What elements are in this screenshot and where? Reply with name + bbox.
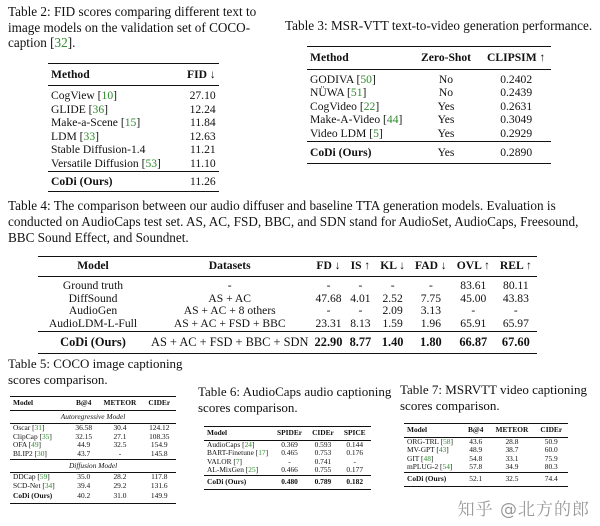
table7-caption: Table 7: MSRVTT video captioning scores comparison. <box>400 382 588 413</box>
table4-ours-fd: 22.90 <box>314 334 343 349</box>
table4-header-is: IS ↑ <box>350 259 371 272</box>
table7-ours-value: 52.1 <box>469 473 483 483</box>
table2-row-citation-close: ] <box>157 157 161 171</box>
table7-ours-name: CoDi (Ours) <box>407 473 447 483</box>
table6-ours-name: CoDi (Ours) <box>207 476 247 486</box>
table2-row <box>48 143 219 157</box>
table6-row-value: 0.741 <box>314 456 332 466</box>
table5-row-value: 43.7 <box>77 448 91 458</box>
table7-row-name-text: GIT [ <box>407 453 424 463</box>
table3-row-citation-link[interactable]: 5 <box>373 126 379 140</box>
table5-ours-value: 149.9 <box>150 491 168 501</box>
table5-row-value: 117.8 <box>151 472 168 482</box>
table2-row-citation-link[interactable]: 33 <box>83 129 96 143</box>
table2-header-method: Method <box>51 67 90 81</box>
table4-cell-datasets: AS + AC <box>208 291 252 305</box>
table3 <box>307 46 551 164</box>
table6-header-model: Model <box>207 428 228 437</box>
table2-ours-val: 11.26 <box>190 174 216 188</box>
table2-row-name-text: LDM [ <box>51 129 84 143</box>
table4-header-model: Model <box>77 259 109 272</box>
table2-row <box>48 86 219 103</box>
table2-row-name-text: Versatile Diffusion [ <box>51 157 146 171</box>
table3-row <box>307 69 551 86</box>
table5-ours-value: 31.0 <box>113 491 127 501</box>
table7-row-name-text: mPLUG-2 [ <box>407 462 443 472</box>
table5-row-value: 154.9 <box>150 440 168 450</box>
table7-row-value: 28.8 <box>505 436 519 446</box>
table5-row-value: 35.0 <box>77 472 91 482</box>
table5-row <box>10 450 176 459</box>
table2-row-fid: 11.84 <box>190 116 216 130</box>
table4-cell-fd: 47.68 <box>315 291 342 305</box>
table4-header-rel: REL ↑ <box>499 259 532 272</box>
table5-section-autoregressive: Autoregressive Model <box>60 411 126 421</box>
table2-row <box>48 130 219 144</box>
table7-row-citation-link[interactable]: 54 <box>442 462 450 472</box>
table6-row-value: - <box>288 456 291 466</box>
table7-row-value: 50.9 <box>544 436 558 446</box>
table2-caption: Table 2: FID scores comparing different text to image models on the validation set of COCO-caption [32]. <box>8 4 257 50</box>
table4-cell-fad: 7.75 <box>420 291 442 305</box>
table4-cell-fad: 1.96 <box>420 317 442 331</box>
table4-cell-kl: 2.52 <box>382 291 403 305</box>
table6-ours-value: 0.480 <box>281 476 298 486</box>
table6-row-citation-close: ] <box>255 465 259 475</box>
table2-row-citation-close: ] <box>113 89 117 103</box>
table6-row-value: 0.369 <box>281 439 298 449</box>
table3-row-citation-link[interactable]: 50 <box>360 72 372 86</box>
table7-block <box>400 382 596 487</box>
table3-row-name-text: GODIVA [ <box>310 72 361 86</box>
table3-row-clipsim: 0.2631 <box>500 99 533 113</box>
table4-header-ovl: OVL ↑ <box>456 259 490 272</box>
table7-row-citation-link[interactable]: 43 <box>438 445 447 455</box>
table3-row <box>307 113 551 127</box>
table3-row-name <box>307 113 411 127</box>
table2-row-citation-link[interactable]: 53 <box>145 157 158 171</box>
table7-row-name-text: MV-GPT [ <box>407 445 439 455</box>
table4-cell-fad: 3.13 <box>420 304 442 318</box>
table5-row-name-text: SCD-Net [ <box>13 480 45 490</box>
table4-cell-kl: 2.09 <box>382 304 403 318</box>
table5-row-name-text: ClipCap [ <box>13 431 42 441</box>
table3-row-clipsim: 0.3049 <box>500 113 533 127</box>
table6-row-citation-link[interactable]: 7 <box>235 456 240 466</box>
table7-header-model: Model <box>407 425 428 434</box>
table4-cell-fd: - <box>326 304 331 318</box>
table2-row <box>48 116 219 130</box>
table6-row-name <box>204 466 272 475</box>
table3-row-zeroshot: No <box>438 72 454 86</box>
table2-row-name-text: Stable Diffusion-1.4 <box>51 143 146 157</box>
table3-row-name <box>307 86 411 100</box>
table4-cell-is: 4.01 <box>350 291 371 305</box>
table6-row-name-text: AudioCaps [ <box>207 439 245 449</box>
table4-cell-kl: 1.59 <box>382 317 403 331</box>
table4-cell-fad: - <box>428 278 433 292</box>
table3-row-citation-close: ] <box>378 126 383 140</box>
table6-row-citation-close: ] <box>239 456 242 466</box>
table6-row-value: 0.466 <box>281 465 298 475</box>
table5-header-b4: B@4 <box>76 398 92 407</box>
table6-row-citation-link[interactable]: 25 <box>248 465 256 475</box>
table2-row-citation-link[interactable]: 10 <box>101 89 114 103</box>
table3-row <box>307 86 551 100</box>
table6-caption: Table 6: AudioCaps audio captioning scores comparison. <box>198 384 392 415</box>
table2-row-name <box>48 143 184 157</box>
table4-cell-fd: 23.31 <box>315 317 342 331</box>
table7-row-citation-close: ] <box>450 436 453 446</box>
table7-row-value: 60.0 <box>544 445 558 455</box>
table6-row-citation-close: ] <box>265 448 269 458</box>
table4-cell-rel: 43.83 <box>502 291 529 305</box>
table4-block <box>8 198 596 354</box>
table5-row-citation-link[interactable]: 59 <box>39 472 48 482</box>
table6-row-value: 0.465 <box>281 448 298 458</box>
table7-row-value: 54.8 <box>469 453 483 463</box>
table6-row-value: 0.753 <box>314 448 332 458</box>
table5-ours-name: CoDi (Ours) <box>13 491 53 501</box>
table7-row-citation-close: ] <box>430 453 434 463</box>
table6-row-value: 0.144 <box>346 439 364 449</box>
table4-cell-rel: - <box>513 304 518 318</box>
table4-cell-rel: 80.11 <box>503 278 529 292</box>
table5-row-citation-close: ] <box>44 448 47 458</box>
table5-row-value: 39.4 <box>77 480 91 490</box>
table4-cell-ovl: 83.61 <box>460 278 487 292</box>
table3-ours-name: CoDi (Ours) <box>310 145 372 159</box>
table3-row-clipsim: 0.2402 <box>500 72 533 86</box>
table7-row-value: 80.3 <box>544 462 558 472</box>
table6-row <box>204 466 371 475</box>
table5-row-value: 27.1 <box>113 431 127 441</box>
table2-row-name-text: CogView [ <box>51 89 102 103</box>
table4-cell-datasets: AS + AC + FSD + BBC <box>173 317 286 331</box>
table3-row-citation-close: ] <box>371 72 376 86</box>
table6-row-citation-link[interactable]: 17 <box>258 448 266 458</box>
table3-row-name-text: Video LDM [ <box>310 126 374 140</box>
table3-row-name <box>307 69 411 86</box>
table4-cell-is: - <box>358 278 363 292</box>
table7-ours-value: 74.4 <box>544 473 558 483</box>
watermark: 知乎 @北方的郎 <box>457 500 590 520</box>
table5-row-name-text: OFA [ <box>13 440 32 450</box>
table5-row-citation-link[interactable]: 49 <box>31 440 39 450</box>
table4-cell-kl: - <box>390 278 395 292</box>
table6-row-name-text: AL-MixGen [ <box>207 465 249 475</box>
table4-cell-rel: 65.97 <box>502 317 529 331</box>
table6-header-cider: CIDEr <box>312 428 334 437</box>
table3-ours-val: 0.2890 <box>500 145 533 159</box>
table5-row-citation-close: ] <box>47 472 50 482</box>
table4-ours-kl: 1.40 <box>381 334 404 349</box>
table6-row-citation-link[interactable]: 24 <box>244 439 252 449</box>
table5-row-citation-link[interactable]: 31 <box>34 423 42 433</box>
table6-row-citation-close: ] <box>251 439 255 449</box>
table3-row-name-text: NÜWA [ <box>310 86 351 100</box>
table2-row-fid: 12.24 <box>189 102 216 116</box>
table5-row-citation-link[interactable]: 35 <box>41 431 50 441</box>
table5-row-value: 108.35 <box>149 431 170 441</box>
table5-row-citation-link[interactable]: 34 <box>44 480 53 490</box>
table7-row-value: 38.7 <box>505 445 519 455</box>
table7-row-value: 48.9 <box>469 445 483 455</box>
table3-row-clipsim: 0.2439 <box>500 86 533 100</box>
table4-header-kl: KL ↓ <box>380 259 406 272</box>
table7-row-value: 43.6 <box>469 436 483 446</box>
table5-row-value: 28.2 <box>113 472 127 482</box>
table4-ours-datasets: AS + AC + FSD + BBC + SDN <box>151 334 309 349</box>
table4-caption: Table 4: The comparison between our audio diffuser and baseline TTA generation models. Evaluation is conducted on AudioCaps test set. AS, AC, FSD, BBC, and SDN stand for AudioSet, AudioCaps, Freesound, BBC Sound Effect, and Soundnet. <box>8 198 579 245</box>
table4-cell-is: - <box>358 304 363 318</box>
table3-row-name-text: Make-A-Video [ <box>310 113 387 127</box>
table6 <box>204 426 371 490</box>
table3-row-zeroshot: No <box>438 86 454 100</box>
table5-row-value: 131.6 <box>150 480 168 490</box>
table3-block <box>285 18 595 164</box>
table5-row-citation-link[interactable]: 30 <box>37 448 45 458</box>
table2-row-citation-close: ] <box>104 102 108 116</box>
table5-row-citation-close: ] <box>41 423 45 433</box>
table7 <box>404 423 568 487</box>
table5-row-name-text: BLIP2 [ <box>13 448 38 458</box>
table3-row-name <box>307 100 411 114</box>
table5-ours-value: 40.2 <box>77 491 91 501</box>
table2-row-citation-link[interactable]: 15 <box>124 116 137 130</box>
table4-cell-ovl: - <box>471 304 476 318</box>
table7-row-name-text: ORG-TRL [ <box>407 436 444 446</box>
table3-header-zeroshot: Zero-Shot <box>421 51 472 64</box>
table3-row-citation-close: ] <box>362 86 367 100</box>
table2-row-name <box>48 86 184 103</box>
table5-row-citation-close: ] <box>49 431 52 441</box>
table5-row-value: - <box>118 448 122 458</box>
table7-header-b4: B@4 <box>468 425 484 434</box>
table2-row-fid: 11.21 <box>190 143 216 157</box>
table6-row-value: 0.755 <box>314 465 332 475</box>
table5-row-citation-close: ] <box>38 440 41 450</box>
table7-header-meteor: METEOR <box>495 425 529 434</box>
table7-row-value: 33.1 <box>505 453 519 463</box>
table5-row-name-text: Oscar [ <box>13 423 35 433</box>
table5 <box>10 396 176 504</box>
table4-cell-datasets: AS + AC + 8 others <box>183 304 276 318</box>
table6-header-spider: SPIDEr <box>277 428 303 437</box>
table6-row-name-text: BART-Finetune [ <box>207 448 259 458</box>
table2-row-name-text: Make-a-Scene [ <box>51 116 125 130</box>
table4-ours-fad: 1.80 <box>420 334 442 349</box>
table2-header-fid: FID ↓ <box>187 67 216 81</box>
table2-row-name <box>48 130 184 144</box>
table2-row-fid: 27.10 <box>189 89 216 103</box>
table7-row-citation-close: ] <box>446 445 449 455</box>
table2-row-fid: 12.63 <box>189 129 216 143</box>
table4-cell-datasets: - <box>227 278 232 292</box>
table5-block <box>8 356 208 504</box>
table4-cell-fd: - <box>326 278 331 292</box>
table3-row-name <box>307 127 411 141</box>
table7-row <box>404 463 568 472</box>
table2-row-citation-close: ] <box>95 129 99 143</box>
table3-row-name-text: CogVideo [ <box>310 99 364 113</box>
table5-caption: Table 5: COCO image captioning scores comparison. <box>8 356 183 387</box>
table6-ours-value: 0.182 <box>346 476 364 486</box>
table4-cell-model: AudioGen <box>68 304 118 318</box>
table2 <box>48 63 219 193</box>
table4-row <box>38 276 537 292</box>
table4-cell-model: Ground truth <box>62 278 124 292</box>
table4-header-fd: FD ↓ <box>316 259 341 272</box>
table4-ours-model: CoDi (Ours) <box>60 334 126 349</box>
table3-row <box>307 100 551 114</box>
table3-row-citation-close: ] <box>398 113 403 127</box>
table5-row-value: 145.8 <box>150 448 168 458</box>
table5-row-value: 30.4 <box>113 423 127 433</box>
table5-row-value: 32.5 <box>113 440 127 450</box>
table4-header-fad: FAD ↓ <box>415 259 447 272</box>
table5-row-value: 29.2 <box>113 480 127 490</box>
table5-row-value: 44.9 <box>77 440 91 450</box>
table3-row <box>307 127 551 141</box>
table7-row-citation-link[interactable]: 58 <box>443 436 451 446</box>
table5-row <box>10 482 176 491</box>
table5-row-value: 36.58 <box>75 423 93 433</box>
table3-caption: Table 3: MSR-VTT text-to-video generation performance. <box>285 18 593 33</box>
table2-row-name <box>48 116 184 130</box>
table3-row-zeroshot: Yes <box>437 126 455 140</box>
table6-ours-value: 0.789 <box>314 476 332 486</box>
table4-row <box>38 318 537 331</box>
table6-block <box>198 384 403 490</box>
table4-cell-is: 8.13 <box>350 317 371 331</box>
table7-row-citation-close: ] <box>449 462 453 472</box>
table5-header-model: Model <box>13 398 34 407</box>
table3-row-zeroshot: Yes <box>437 99 455 113</box>
table5-header-cider: CIDEr <box>148 398 171 407</box>
table2-row <box>48 103 219 117</box>
table6-header-spice: SPICE <box>343 428 366 437</box>
table5-section-diffusion: Diffusion Model <box>68 460 118 470</box>
table5-header-meteor: METEOR <box>103 398 137 407</box>
table5-row-name-text: DDCap [ <box>13 472 40 482</box>
table7-ours-value: 32.5 <box>505 473 519 483</box>
table3-row-citation-link[interactable]: 51 <box>350 86 363 100</box>
table2-block <box>8 4 263 192</box>
table3-row-citation-close: ] <box>375 99 380 113</box>
table3-header-method: Method <box>310 51 349 64</box>
table4-ours-is: 8.77 <box>349 334 372 349</box>
table7-row-citation-link[interactable]: 48 <box>423 453 431 463</box>
table4-header-datasets: Datasets <box>208 259 251 272</box>
table2-row-name <box>48 157 184 171</box>
table3-row-citation-link[interactable]: 44 <box>386 113 399 127</box>
table7-row-value: 75.9 <box>544 453 558 463</box>
table7-row-value: 57.8 <box>469 462 483 472</box>
table3-ours-zs: Yes <box>437 145 455 159</box>
table3-row-zeroshot: Yes <box>437 113 455 127</box>
table3-header-clipsim: CLIPSIM ↑ <box>487 51 546 64</box>
table6-row-value: - <box>353 456 356 466</box>
table4-cell-ovl: 45.00 <box>460 291 487 305</box>
table2-row-citation-close: ] <box>136 116 141 130</box>
table6-row-name-text: VALOR [ <box>207 456 236 466</box>
table4-cell-ovl: 65.91 <box>460 317 487 331</box>
table4-cell-model: DiffSound <box>68 291 118 305</box>
table7-header-cider: CIDEr <box>540 425 563 434</box>
table5-row-name <box>10 450 70 459</box>
table5-row-citation-close: ] <box>52 480 55 490</box>
table5-row-value: 32.15 <box>75 431 93 441</box>
table4-ours-rel: 67.60 <box>501 334 530 349</box>
table2-row <box>48 157 219 171</box>
table6-row-value: 0.177 <box>346 465 364 475</box>
table2-row-name <box>48 103 184 117</box>
table6-row-value: 0.593 <box>314 439 332 449</box>
table3-row-citation-link[interactable]: 22 <box>363 99 376 113</box>
table5-row-name <box>10 482 70 491</box>
table2-row-fid: 11.10 <box>190 157 216 171</box>
table2-ours-name: CoDi (Ours) <box>51 174 113 188</box>
table2-row-citation-link[interactable]: 36 <box>92 102 105 116</box>
table7-row-name <box>404 463 462 472</box>
table4-cell-model: AudioLDM-L-Full <box>48 317 138 331</box>
table4-ours-ovl: 66.87 <box>459 334 488 349</box>
table6-row-value: 0.176 <box>346 448 364 458</box>
table7-row-value: 34.9 <box>505 462 519 472</box>
table5-row-value: 124.12 <box>149 423 170 433</box>
table4 <box>38 256 537 354</box>
table2-row-name-text: GLIDE [ <box>51 102 93 116</box>
table3-row-clipsim: 0.2929 <box>500 126 533 140</box>
